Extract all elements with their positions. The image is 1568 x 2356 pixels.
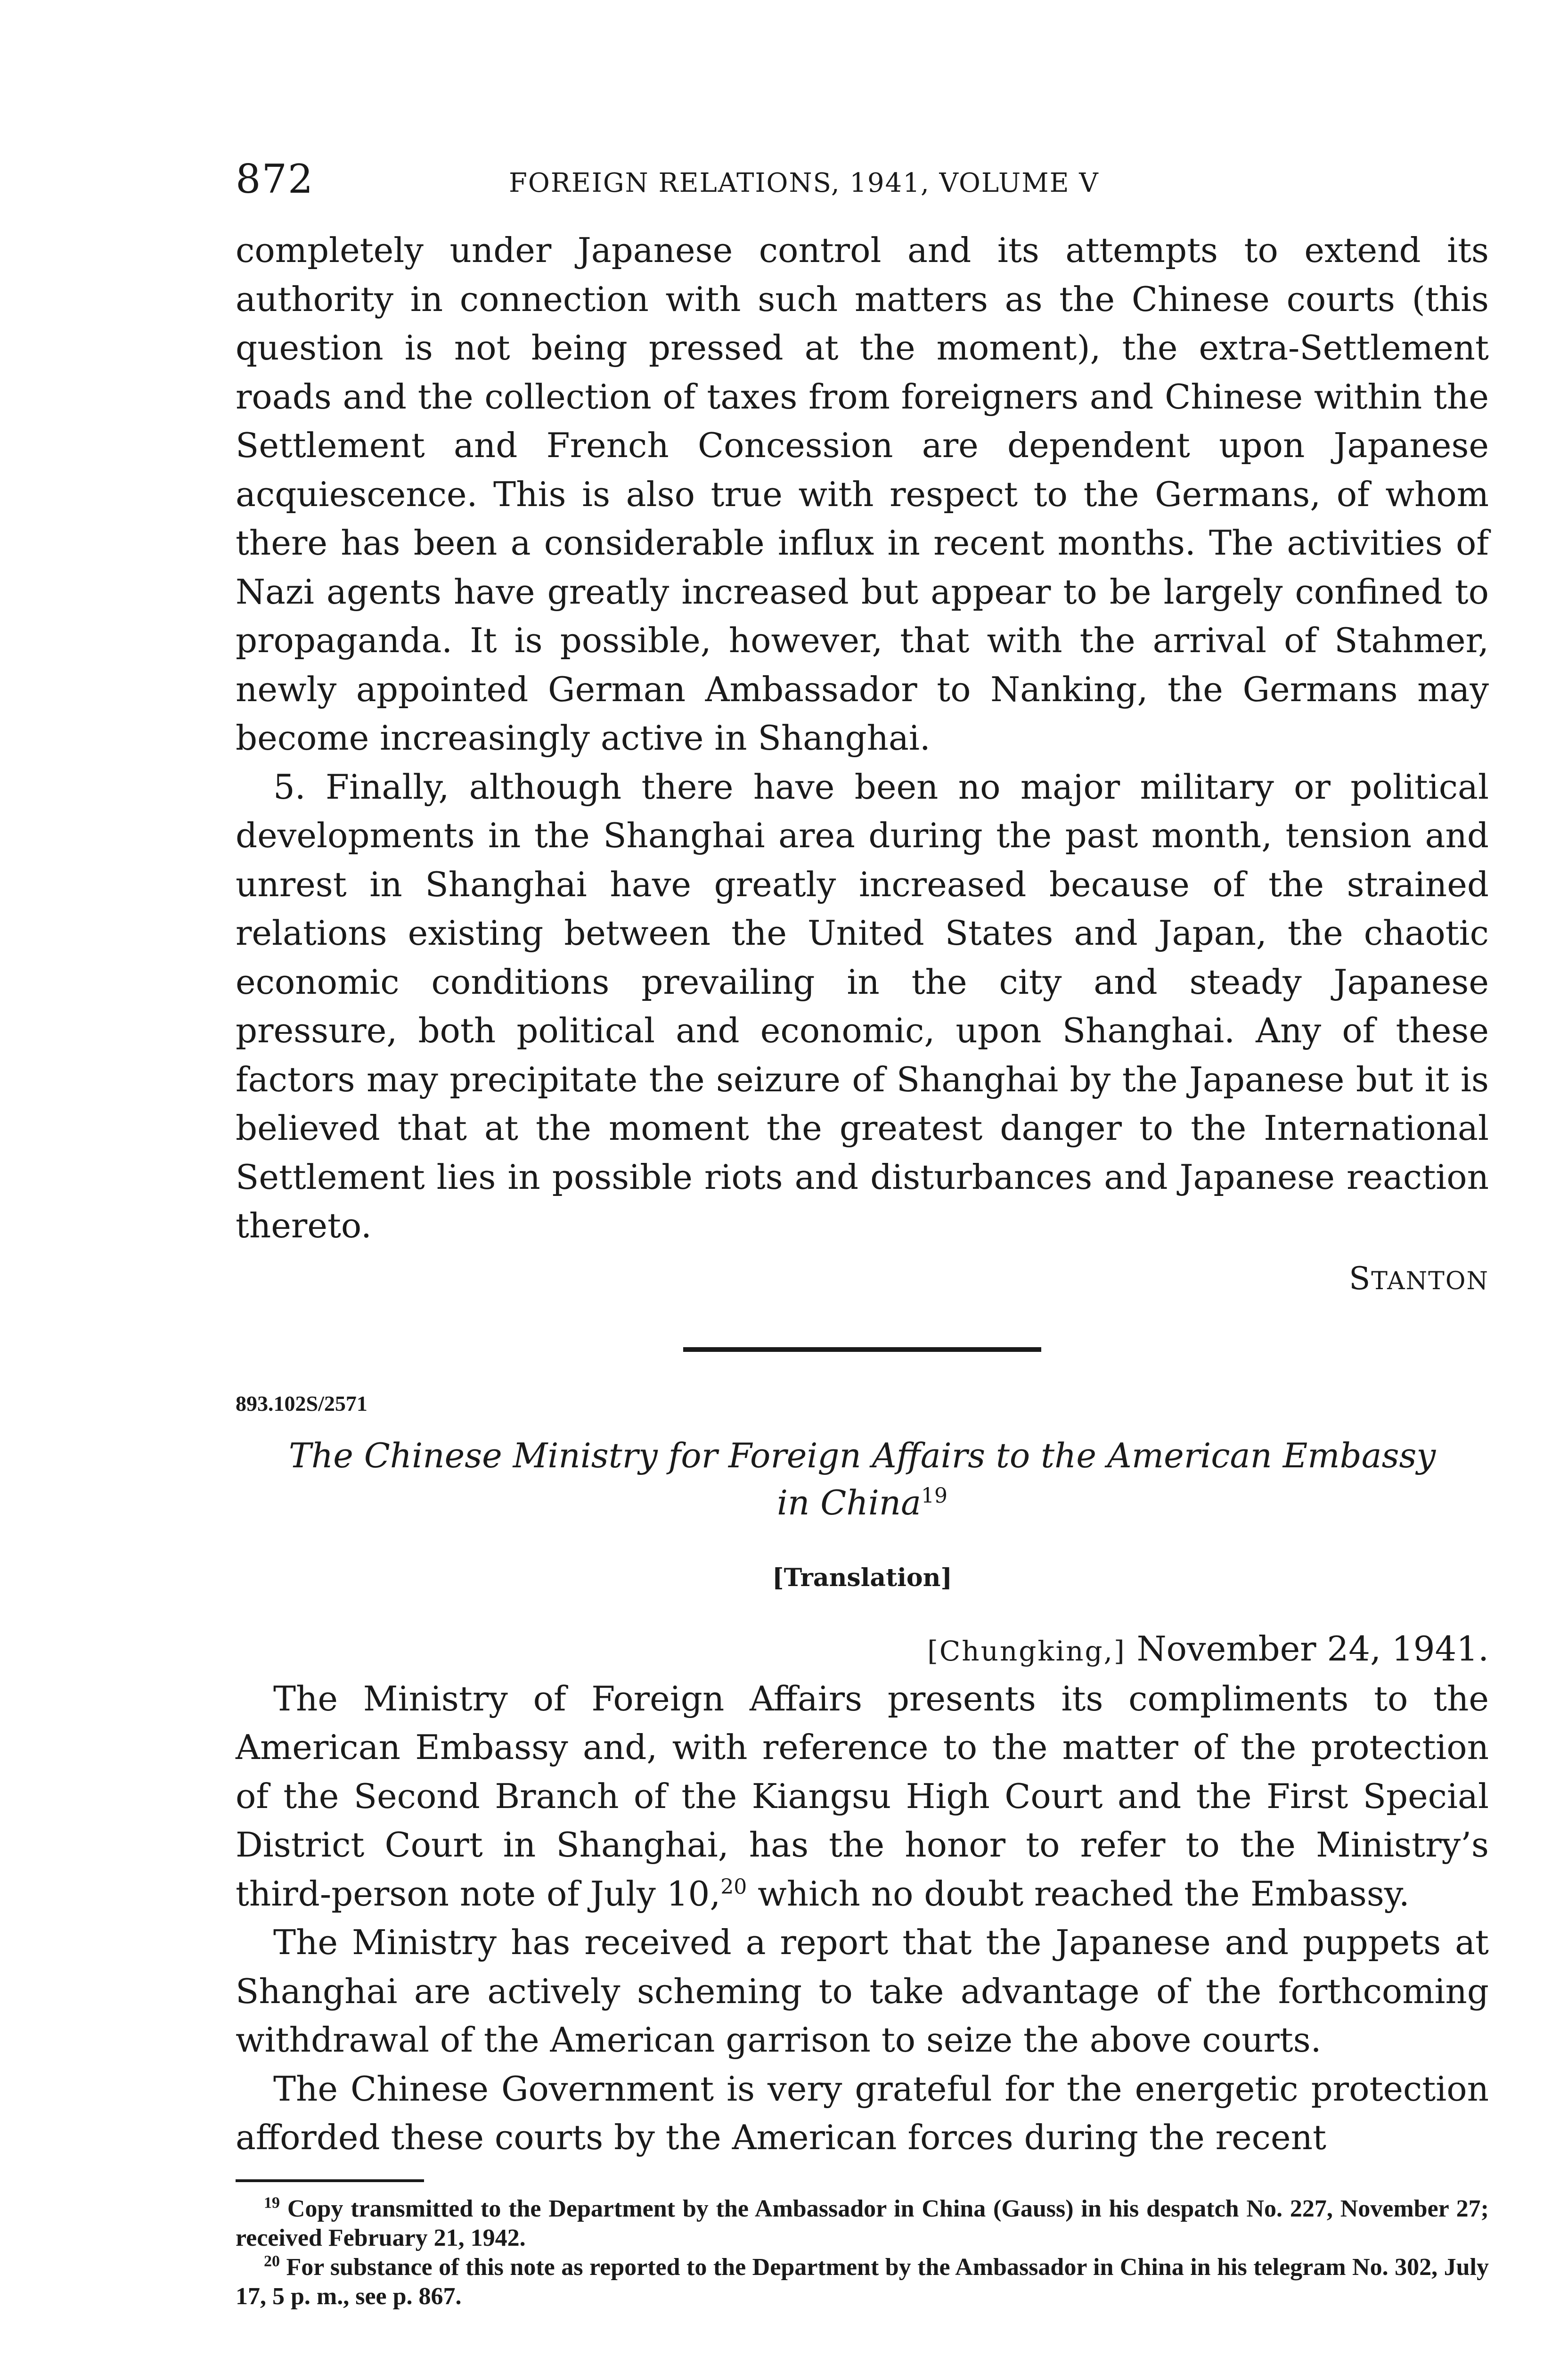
running-head <box>236 155 1489 207</box>
document-title-line2-text: in China <box>776 1482 922 1522</box>
footnote-19 <box>236 2194 1489 2253</box>
footnotes <box>236 2194 1489 2311</box>
footnote-number: 19 <box>264 2194 280 2212</box>
signature <box>236 1255 1489 1305</box>
dateline-date: November 24, 1941. <box>1136 1628 1489 1669</box>
document-title-line2 <box>236 1479 1489 1526</box>
translation-label: [Translation] <box>772 1563 952 1592</box>
file-number: 893.102S/2571 <box>236 1391 368 1415</box>
note-paragraph-3: The Chinese Government is very grateful for the energetic protection afforded these courts by the American forces during the recent <box>236 2069 1489 2157</box>
footnote-number: 20 <box>264 2252 280 2270</box>
paragraph-five: 5. Finally, although there have been no major military or political developments in the Shanghai area during the past month, tension and unrest in Shanghai have greatly increased because of the strained relations existing between the United States and Japan, the chaotic economic conditions prevailing in the city and steady Japanese pressure, both political and economic, upon Shanghai. Any of these factors may precipitate the seizure of Shanghai by the Japanese but it is believed that at the moment the greatest danger to the International Settlement lies in possible riots and disturbances and Japanese reaction thereto. <box>236 767 1489 1245</box>
document-title-line1: The Chinese Ministry for Foreign Affairs to the American Embassy <box>288 1435 1436 1475</box>
page-number: 872 <box>236 156 314 202</box>
signature-initial: S <box>1349 1260 1372 1297</box>
continued-paragraph: completely under Japanese control and its attempts to extend its authority in connection with such matters as the Chinese courts (this question is not being pressed at the moment), the extra-Settlement roads and the collection of taxes from foreigners and Chinese within the Settlement and French Concession are dependent upon Japanese acquiescence. This is also true with respect to the Germans, of whom there has been a considerable influx in recent months. The activities of Nazi agents have greatly increased but appear to be largely confined to propaganda. It is possible, however, that with the arrival of Stahmer, newly appointed German Ambassador to Nanking, the Germans may become increasingly active in Shanghai. <box>236 230 1489 758</box>
footnote-text: Copy transmitted to the Department by the Ambassador in China (Gauss) in his despatch No. 227, November 27; received February 21, 1942. <box>236 2195 1489 2251</box>
footnote-divider <box>236 2179 424 2182</box>
note-paragraph-1-text: The Ministry of Foreign Affairs presents its compliments to the American Embassy and, with reference to the matter of the protection of the Second Branch of the Kiangsu High Court and the First Special District Court in Shanghai, has the honor to refer to the Ministry’s third-person note of July 10, <box>236 1678 1489 1914</box>
footnote-text: For substance of this note as reported to the Department by the Ambassador in China in his telegram No. 302, July 17, 5 p. m., see p. 867. <box>236 2253 1489 2310</box>
footnote-ref-20[interactable]: 20 <box>720 1874 747 1899</box>
signature-rest: TANTON <box>1371 1267 1489 1295</box>
page <box>236 155 1489 2311</box>
footnote-ref-19[interactable]: 19 <box>921 1483 948 1508</box>
note-paragraph-2: The Ministry has received a report that the Japanese and puppets at Shanghai are actively scheming to take advantage of the forthcoming withdrawal of the American garrison to seize the above courts. <box>236 1922 1489 2060</box>
document-title <box>236 1432 1489 1526</box>
dateline <box>236 1625 1489 1675</box>
section-divider <box>683 1347 1041 1352</box>
note-paragraph-1-tail: which no doubt reached the Embassy. <box>747 1873 1410 1914</box>
running-title: FOREIGN RELATIONS, 1941, VOLUME V <box>509 168 1099 198</box>
footnote-20 <box>236 2253 1489 2311</box>
note-paragraph-1 <box>236 1675 1489 1919</box>
dateline-place: [Chungking,] <box>927 1635 1126 1667</box>
